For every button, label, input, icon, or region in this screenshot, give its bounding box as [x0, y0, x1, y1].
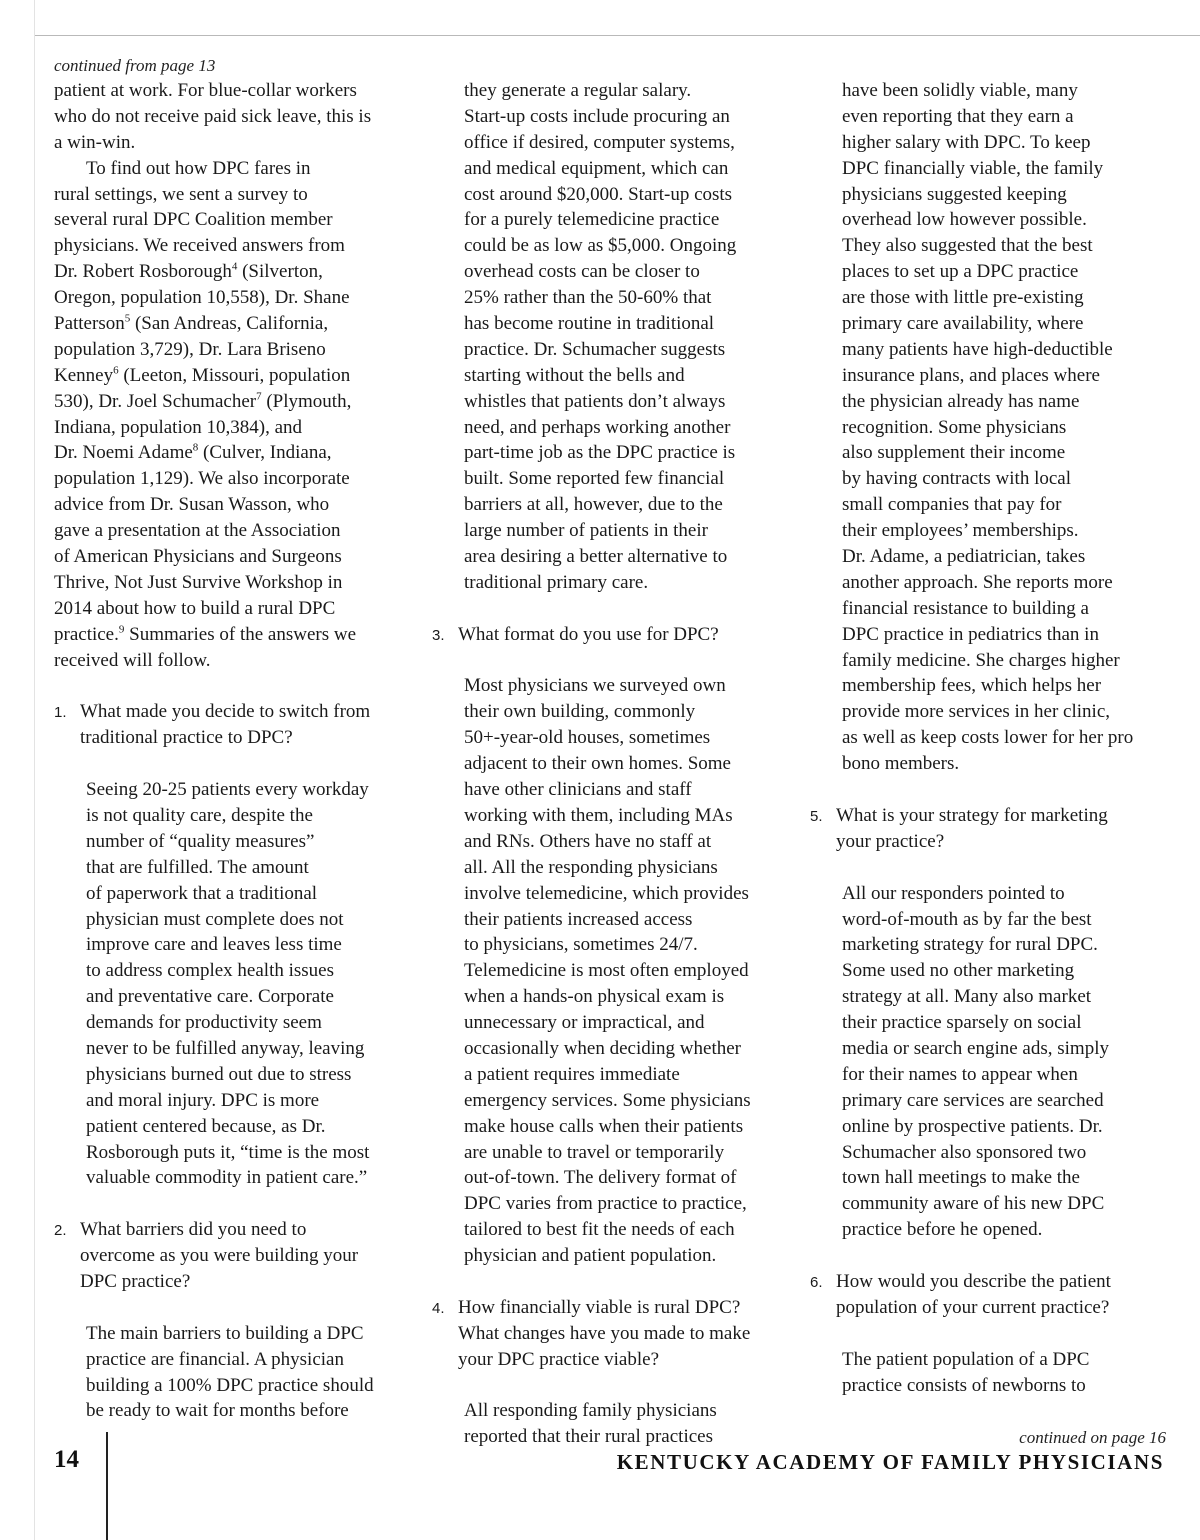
- text-line: The patient population of a DPC: [842, 1348, 1090, 1370]
- text-line: practice. Dr. Schumacher suggests: [464, 338, 726, 360]
- text-line: whistles that patients don’t always: [464, 390, 726, 412]
- text-line: that are fulfilled. The amount: [86, 856, 309, 878]
- text-line: make house calls when their patients: [464, 1115, 744, 1137]
- text-line: their practice sparsely on social: [842, 1012, 1082, 1034]
- question-text: What format do you use for DPC?: [458, 623, 719, 645]
- question-5: [810, 803, 1172, 855]
- text-line: Dr. Adame, a pediatrician, takes: [842, 546, 1086, 568]
- question-number: 4.: [432, 1299, 445, 1317]
- question-text: population of your current practice?: [836, 1296, 1110, 1318]
- text-line: recognition. Some physicians: [842, 416, 1067, 438]
- text-line: number of “quality measures”: [86, 830, 315, 852]
- text-line: who do not receive paid sick leave, this is: [54, 105, 372, 127]
- text-line: their patients increased access: [464, 908, 693, 930]
- text-line: occasionally when deciding whether: [464, 1037, 741, 1059]
- text-line: working with them, including MAs: [464, 804, 733, 826]
- column-1: [54, 78, 416, 1424]
- text-line: starting without the bells and: [464, 364, 685, 386]
- text-line: physicians burned out due to stress: [86, 1063, 352, 1085]
- text-line: population 1,129). We also incorporate: [54, 468, 350, 490]
- question-number: 1.: [54, 704, 67, 722]
- footnote-ref: 4: [231, 260, 238, 273]
- footnote-ref: 5: [124, 312, 131, 325]
- text-line: Start-up costs include procuring an: [464, 105, 730, 127]
- answer-6: [810, 1347, 1172, 1399]
- question-text: traditional practice to DPC?: [80, 727, 293, 749]
- text-line: All responding family physicians: [464, 1400, 717, 1422]
- question-6: [810, 1269, 1172, 1321]
- question-1: [54, 699, 416, 751]
- text-line: patient centered because, as Dr.: [86, 1115, 326, 1137]
- text-line: be ready to wait for months before: [86, 1400, 349, 1422]
- text-line: town hall meetings to make the: [842, 1167, 1080, 1189]
- text-line: bono members.: [842, 753, 960, 775]
- text-line: physician and patient population.: [464, 1245, 717, 1267]
- text-line: DPC practice in pediatrics than in: [842, 623, 1099, 645]
- text-line: 50+-year-old houses, sometimes: [464, 727, 711, 749]
- text-line: could be as low as $5,000. Ongoing: [464, 235, 737, 257]
- text-line: Kenney$^6$ (Leeton, Missouri, population: [54, 364, 351, 386]
- text-line: another approach. She reports more: [842, 571, 1113, 593]
- text-line: have been solidly viable, many: [842, 80, 1078, 101]
- text-line: part-time job as the DPC practice is: [464, 442, 736, 464]
- text-line: are unable to travel or temporarily: [464, 1141, 725, 1163]
- question-text: How would you describe the patient: [836, 1270, 1111, 1292]
- text-line: primary care services are searched: [842, 1089, 1104, 1111]
- text-line: office if desired, computer systems,: [464, 131, 735, 153]
- text-line: DPC varies from practice to practice,: [464, 1193, 747, 1215]
- text-line: places to set up a DPC practice: [842, 261, 1079, 283]
- text-line: and RNs. Others have no staff at: [464, 830, 712, 852]
- text-line: even reporting that they earn a: [842, 105, 1074, 127]
- text-line: improve care and leaves less time: [86, 934, 342, 956]
- question-text: What made you decide to switch from: [80, 701, 371, 723]
- question-2: [54, 1217, 416, 1295]
- text-line: cost around $20,000. Start-up costs: [464, 183, 733, 205]
- text-line: Oregon, population 10,558), Dr. Shane: [54, 287, 350, 309]
- text-line: family medicine. She charges higher: [842, 649, 1120, 671]
- text-line: Patterson$^5$ (San Andreas, California,: [54, 312, 329, 335]
- text-line: practice are financial. A physician: [86, 1348, 344, 1370]
- text-line: is not quality care, despite the: [86, 804, 313, 826]
- text-line: as well as keep costs lower for her pro: [842, 727, 1134, 749]
- question-text: What barriers did you need to: [80, 1219, 307, 1241]
- header-rule: [35, 35, 1200, 36]
- text-line: are those with little pre-existing: [842, 287, 1084, 309]
- left-margin-line: [34, 0, 35, 1540]
- text-line: 530), Dr. Joel Schumacher$^7$ (Plymouth,: [54, 390, 352, 412]
- answer-2-continued: [432, 78, 798, 596]
- text-line: financial resistance to building a: [842, 597, 1089, 619]
- text-line: involve telemedicine, which provides: [464, 882, 749, 904]
- text-line: word-of-mouth as by far the best: [842, 908, 1092, 930]
- question-4: [432, 1295, 798, 1373]
- column-2: [432, 78, 798, 1450]
- text-line: Thrive, Not Just Survive Workshop in: [54, 571, 343, 593]
- text-line: Indiana, population 10,384), and: [54, 416, 303, 438]
- continued-on-note: continued on page 16: [1019, 1428, 1166, 1447]
- text-line: physicians suggested keeping: [842, 183, 1067, 205]
- text-line: Most physicians we surveyed own: [464, 675, 726, 697]
- text-line: their employees’ memberships.: [842, 520, 1079, 542]
- text-line: primary care availability, where: [842, 313, 1084, 335]
- text-line: all. All the responding physicians: [464, 856, 718, 878]
- text-line: physicians. We received answers from: [54, 235, 345, 257]
- text-line: barriers at all, however, due to the: [464, 494, 723, 516]
- text-line: advice from Dr. Susan Wasson, who: [54, 494, 330, 516]
- text-line: and moral injury. DPC is more: [86, 1089, 320, 1111]
- question-3: [432, 622, 798, 648]
- text-line: out-of-town. The delivery format of: [464, 1167, 737, 1189]
- page-number: 14: [54, 1446, 79, 1473]
- text-line: provide more services in her clinic,: [842, 701, 1111, 723]
- text-line: practice before he opened.: [842, 1219, 1043, 1241]
- text-line: practice consists of newborns to: [842, 1374, 1086, 1396]
- footnote-ref: 8: [192, 442, 199, 455]
- text-line: built. Some reported few financial: [464, 468, 725, 490]
- text-line: 2014 about how to build a rural DPC: [54, 597, 336, 619]
- answer-1: [54, 777, 416, 1191]
- text-line: DPC financially viable, the family: [842, 157, 1104, 179]
- footnote-ref: 7: [256, 390, 262, 403]
- text-line: practice.$^9$ Summaries of the answers we: [54, 623, 357, 645]
- text-line: the physician already has name: [842, 390, 1080, 412]
- text-line: demands for productivity seem: [86, 1012, 322, 1034]
- text-line: need, and perhaps working another: [464, 416, 731, 438]
- question-number: 2.: [54, 1222, 67, 1240]
- continued-from-note: continued from page 13: [54, 56, 216, 75]
- text-line: online by prospective patients. Dr.: [842, 1115, 1103, 1137]
- answer-5: [810, 881, 1172, 1243]
- text-line: large number of patients in their: [464, 520, 708, 542]
- question-number: 5.: [810, 807, 823, 825]
- text-line: to physicians, sometimes 24/7.: [464, 934, 698, 956]
- text-line: small companies that pay for: [842, 494, 1062, 516]
- text-line: patient at work. For blue-collar workers: [54, 80, 357, 101]
- text-line: unnecessary or impractical, and: [464, 1012, 705, 1034]
- question-text: your DPC practice viable?: [458, 1348, 660, 1370]
- text-line: Rosborough puts it, “time is the most: [86, 1141, 370, 1163]
- text-line: Dr. Noemi Adame$^8$ (Culver, Indiana,: [54, 442, 332, 464]
- publication-title: KENTUCKY ACADEMY OF FAMILY PHYSICIANS: [616, 1450, 1164, 1474]
- text-line: physician must complete does not: [86, 908, 344, 930]
- text-line: traditional primary care.: [464, 571, 649, 593]
- text-line: have other clinicians and staff: [464, 779, 692, 801]
- text-line: their own building, commonly: [464, 701, 696, 723]
- text-line: of American Physicians and Surgeons: [54, 546, 342, 568]
- text-line: media or search engine ads, simply: [842, 1037, 1109, 1059]
- text-line: for a purely telemedicine practice: [464, 209, 720, 231]
- question-text: your practice?: [836, 830, 945, 852]
- text-line: overhead low however possible.: [842, 209, 1087, 231]
- text-line: membership fees, which helps her: [842, 675, 1102, 697]
- text-line: rural settings, we sent a survey to: [54, 183, 308, 205]
- question-number: 6.: [810, 1273, 823, 1291]
- question-number: 3.: [432, 626, 445, 644]
- text-line: to address complex health issues: [86, 960, 335, 982]
- text-line: higher salary with DPC. To keep: [842, 131, 1091, 153]
- text-line: also supplement their income: [842, 442, 1066, 464]
- text-line: 25% rather than the 50-60% that: [464, 287, 712, 309]
- text-line: Seeing 20-25 patients every workday: [86, 779, 369, 801]
- text-line: many patients have high-deductible: [842, 338, 1113, 360]
- text-line: emergency services. Some physicians: [464, 1089, 751, 1111]
- text-line: and preventative care. Corporate: [86, 986, 334, 1008]
- answer-4-continued: [810, 78, 1172, 777]
- text-line: adjacent to their own homes. Some: [464, 753, 731, 775]
- question-text: DPC practice?: [80, 1270, 191, 1292]
- text-line: building a 100% DPC practice should: [86, 1374, 374, 1396]
- text-line: reported that their rural practices: [464, 1426, 713, 1448]
- text-line: To find out how DPC fares in: [86, 157, 311, 179]
- text-line: All our responders pointed to: [842, 882, 1065, 904]
- column-3: [810, 78, 1172, 1398]
- text-line: gave a presentation at the Association: [54, 520, 341, 542]
- text-line: and medical equipment, which can: [464, 157, 729, 179]
- question-text: How financially viable is rural DPC?: [458, 1296, 741, 1318]
- question-text: What is your strategy for marketing: [836, 804, 1108, 826]
- question-text: overcome as you were building your: [80, 1245, 359, 1267]
- text-line: a patient requires immediate: [464, 1063, 680, 1085]
- text-line: a win-win.: [54, 131, 136, 153]
- text-line: overhead costs can be closer to: [464, 261, 700, 283]
- text-line: has become routine in traditional: [464, 313, 715, 335]
- text-line: The main barriers to building a DPC: [86, 1322, 364, 1344]
- text-line: Telemedicine is most often employed: [464, 960, 749, 982]
- text-line: they generate a regular salary.: [464, 80, 692, 101]
- footer-divider: [106, 1432, 108, 1540]
- text-line: received will follow.: [54, 649, 211, 671]
- footnote-ref: 6: [113, 364, 119, 377]
- text-line: population 3,729), Dr. Lara Briseno: [54, 338, 326, 360]
- answer-3: [432, 673, 798, 1268]
- answer-4: [432, 1398, 798, 1450]
- text-line: valuable commodity in patient care.”: [86, 1167, 368, 1189]
- text-line: Schumacher also sponsored two: [842, 1141, 1087, 1163]
- text-line: Some used no other marketing: [842, 960, 1075, 982]
- text-line: Dr. Robert Rosborough$^4$ (Silverton,: [54, 260, 323, 283]
- text-line: of paperwork that a traditional: [86, 882, 318, 904]
- text-line: several rural DPC Coalition member: [54, 209, 333, 231]
- text-line: when a hands-on physical exam is: [464, 986, 725, 1008]
- text-line: community aware of his new DPC: [842, 1193, 1105, 1215]
- text-line: for their names to appear when: [842, 1063, 1078, 1085]
- text-line: marketing strategy for rural DPC.: [842, 934, 1098, 956]
- text-line: They also suggested that the best: [842, 235, 1093, 257]
- answer-2: [54, 1321, 416, 1425]
- footnote-ref: 9: [118, 623, 125, 636]
- text-line: tailored to best fit the needs of each: [464, 1219, 735, 1241]
- question-text: What changes have you made to make: [458, 1322, 751, 1344]
- text-line: strategy at all. Many also market: [842, 986, 1092, 1008]
- text-line: insurance plans, and places where: [842, 364, 1100, 386]
- text-line: never to be fulfilled anyway, leaving: [86, 1037, 365, 1059]
- text-line: area desiring a better alternative to: [464, 546, 728, 568]
- text-line: by having contracts with local: [842, 468, 1071, 490]
